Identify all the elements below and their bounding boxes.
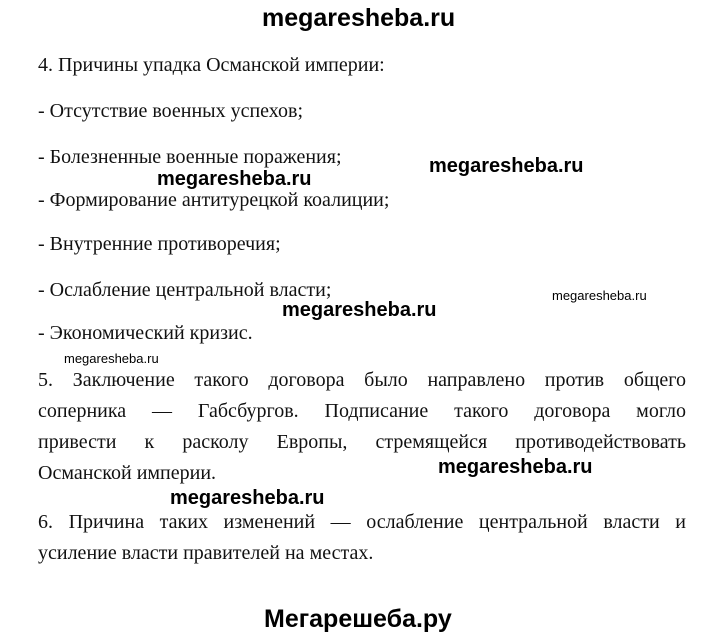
section-5-line: привести к расколу Европы, стремящейся противодействовать [38, 431, 686, 453]
header-site-watermark: megaresheba.ru [262, 4, 456, 32]
section-5-line: соперника — Габсбургов. Подписание такого договора могло [38, 400, 686, 422]
section-4-heading: 4. Причины упадка Османской империи: [38, 54, 385, 76]
list-item: - Формирование антитурецкой коалиции; [38, 189, 390, 211]
watermark: megaresheba.ru [429, 155, 584, 177]
watermark: megaresheba.ru [170, 487, 325, 509]
section-6-line: усиление власти правителей на местах. [38, 542, 374, 564]
list-item: - Ослабление центральной власти; [38, 279, 332, 301]
footer-brand: Мегарешеба.ру [264, 605, 452, 633]
watermark: megaresheba.ru [282, 299, 437, 321]
list-item: - Отсутствие военных успехов; [38, 100, 304, 122]
list-item: - Внутренние противоречия; [38, 233, 281, 255]
list-item: - Экономический кризис. [38, 322, 253, 344]
section-6-line: 6. Причина таких изменений — ослабление центральной власти и [38, 511, 686, 533]
section-5-line: 5. Заключение такого договора было направлено против общего [38, 369, 686, 391]
section-5-line: Османской империи. [38, 462, 217, 484]
watermark: megaresheba.ru [438, 456, 593, 478]
watermark: megaresheba.ru [64, 351, 159, 366]
watermark: megaresheba.ru [157, 168, 312, 190]
watermark: megaresheba.ru [552, 288, 647, 303]
list-item: - Болезненные военные поражения; [38, 146, 342, 168]
